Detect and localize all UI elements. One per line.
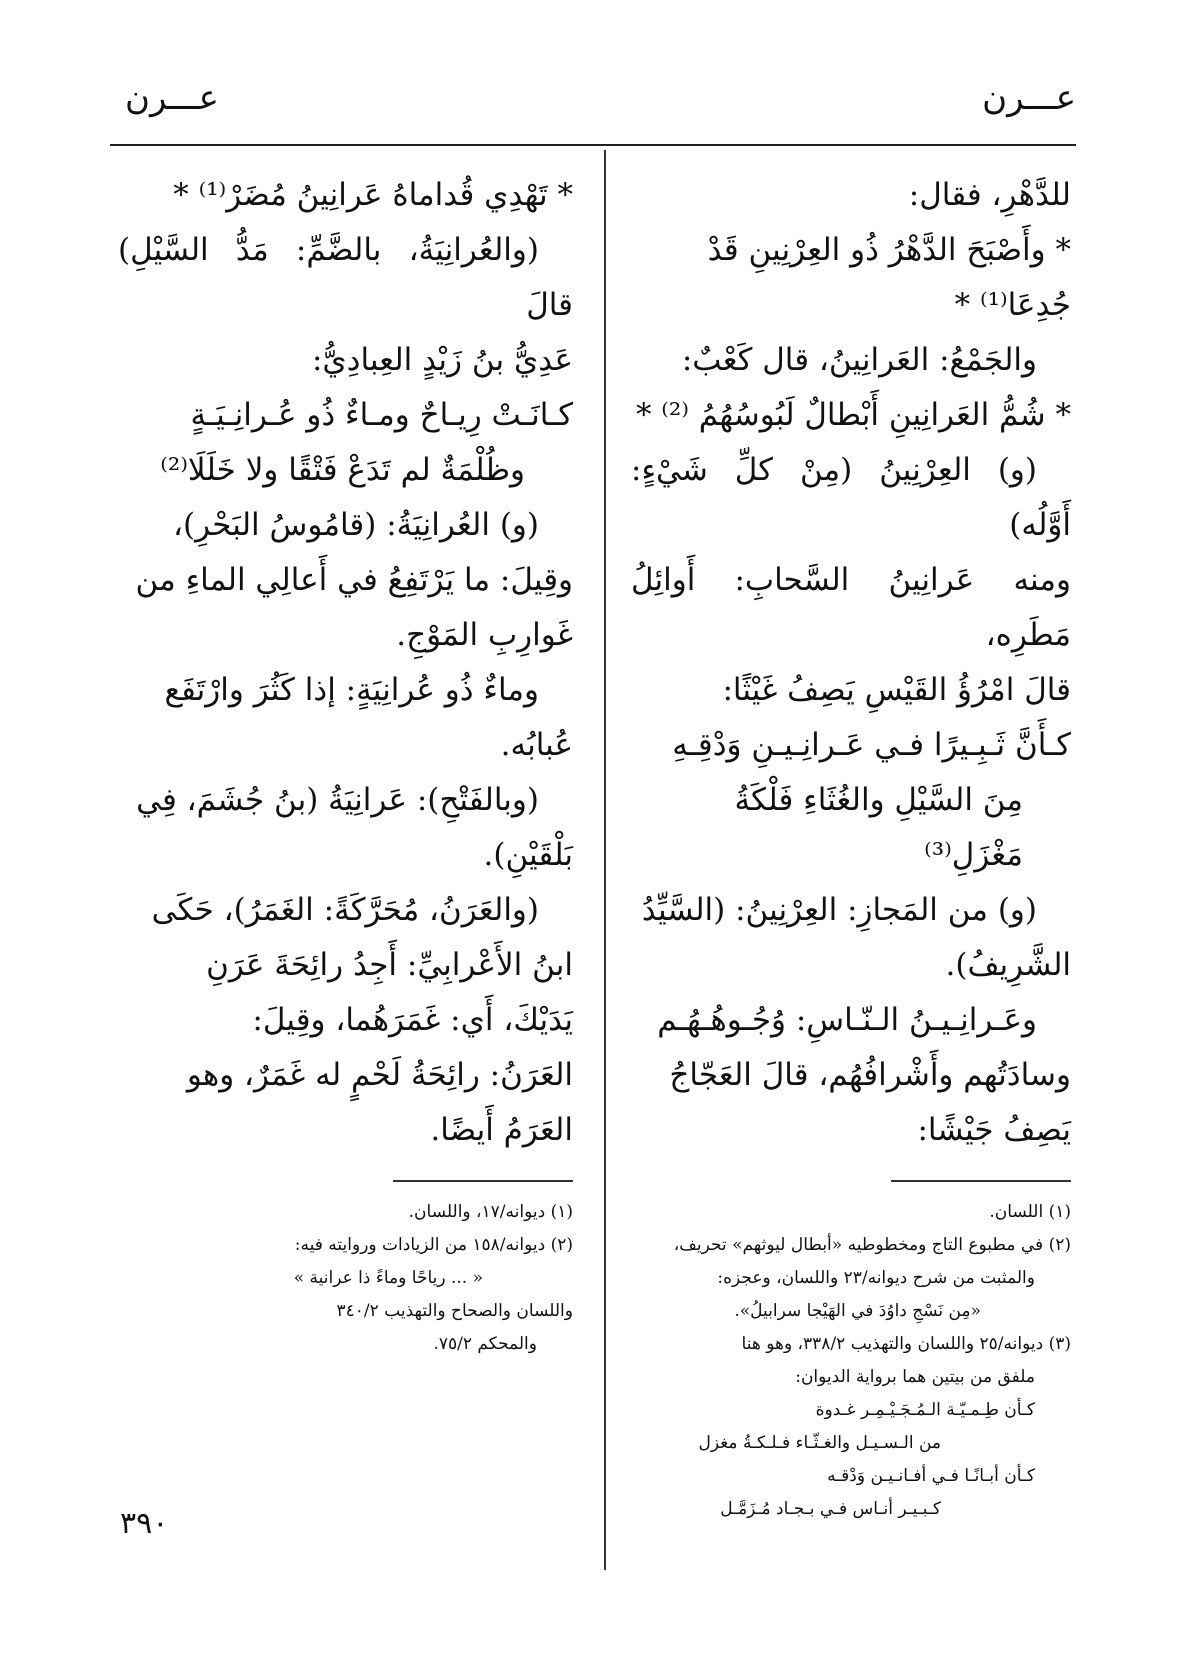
header-right-title: عـــرن [982, 78, 1076, 118]
right-column [631, 168, 1071, 1526]
text-line: وقِيلَ: ما يَرْتَفِعُ في أَعالِي الماءِ من [135, 562, 573, 598]
verse-line: وظُلْمَةٌ لم تَدَعْ فَتْقًا ولا خَلَلَا⁽²⁾ [160, 452, 525, 488]
text-line: يَصِفُ جَيْشًا: [917, 1112, 1071, 1148]
footnote-continuation: والمثبت من شرح ديوانه/٢٣ واللسان، وعجزه: [717, 1268, 1035, 1288]
text-line: (وبالفَتْحِ): عَرانِيَةُ (بنُ جُشَمَ، فِي [136, 782, 539, 818]
left-column [118, 168, 573, 1361]
text-line: (و) من المَجازِ: العِرْنِينُ: (السَّيِّدُ [641, 892, 1037, 928]
footnote-verse: كـأن طِـمـيّـة الـمُـجَـيْـمِـر غـدوة [815, 1400, 1035, 1420]
text-line: بَلْقَيْنِ). [483, 837, 573, 873]
footnote-verse: من الـسـيـل والغـثّـاء فـلـكـةُ مغزل [698, 1433, 941, 1453]
verse-line: * وأَصْبَحَ الدَّهْرُ ذُو العِرْنِينِ قَدْ جُدِعَا⁽¹⁾ * [707, 232, 1071, 323]
text-line: العَرَنُ: رائِحَةُ لَحْمٍ له غَمَرٌ، وهو [186, 1057, 573, 1093]
footnote-continuation: واللسان والصحاح والتهذيب ٣٤٠/٢ [336, 1301, 573, 1321]
text-line: ابنُ الأَعْرابِيِّ: أَجِدُ رائِحَةَ عَرَنِ [206, 947, 573, 983]
footnote: (١) اللسان. [989, 1202, 1071, 1222]
footnote: (٢) ديوانه/١٥٨ من الزيادات وروايته فيه: [294, 1235, 573, 1255]
footnotes [118, 1196, 573, 1361]
footnote-verse: كـأن أبـانًـا فـي أفـانـيـن وَدْقـه [827, 1466, 1035, 1486]
verse-line: * تَهْدِي قُداماهُ عَرانِينُ مُضَرْ⁽¹⁾ * [173, 177, 573, 213]
verse-line: * شُمُّ العَرانِينِ أَبْطالٌ لَبُوسُهُمُ ⁽²⁾ * [635, 397, 1071, 433]
page-number: ٣٩٠ [120, 1506, 169, 1541]
header-left-title: عـــرن [125, 78, 219, 118]
column-divider [604, 150, 606, 1570]
footnote: (٢) في مطبوع التاج ومخطوطيه «أبطال ليوثهم» تحريف، [673, 1235, 1071, 1255]
text-line: عُبابُه. [500, 727, 573, 763]
text-line: للدَّهْرِ، فقال: [908, 177, 1071, 213]
footnote-rule [393, 1180, 573, 1182]
text-line: (والعُرانِيَةُ، بالضَّمِّ: مَدُّ السَّيْلِ) قالَ [118, 232, 573, 323]
footnote-continuation: «مِن نَسْجِ داوُدَ في الهَيْجا سرابيلُ». [734, 1301, 981, 1321]
footnote: (١) ديوانه/١٧، واللسان. [408, 1202, 573, 1222]
footnote-rule [891, 1180, 1071, 1182]
verse-line: مِنَ السَّيْلِ والغُثَاءِ فَلْكَةُ مَغْزَلِ⁽³⁾ [734, 782, 1023, 873]
verse-line: كـأَنَّ ثَـبِـيرًا فـي عَـرانِـيـنِ وَدْقِـهِ [672, 727, 1071, 763]
text-line: غَوارِبِ المَوْجِ. [396, 617, 573, 653]
text-line: وماءٌ ذُو عُرانِيَةٍ: إذا كَثُرَ وارْتَفَع [164, 672, 539, 708]
text-line: قالَ امْرُؤُ القَيْسِ يَصِفُ غَيْثًا: [722, 672, 1071, 708]
text-line: يَدَيْكَ، أَي: غَمَرَهُما، وقِيلَ: [252, 1002, 573, 1038]
text-line: عَدِيُّ بنُ زَيْدٍ العِبادِيُّ: [311, 342, 573, 378]
text-line: وسادَتُهم وأَشْرافُهُم، قالَ العَجّاجُ [669, 1057, 1071, 1093]
text-line: (والعَرَنُ، مُحَرَّكَةً: الغَمَرُ)، حَكَى [151, 892, 539, 928]
footnote-continuation: ملفق من بيتين هما برواية الديوان: [795, 1367, 1035, 1387]
verse-line: كـانَـتْ رِيـاحٌ ومـاءٌ ذُو عُـرانِـيَـةٍ [190, 397, 573, 433]
text-line: العَرَمُ أَيضًا. [430, 1112, 573, 1148]
text-line: (و) العُرانِيَةُ: (قامُوسُ البَحْرِ)، [173, 507, 539, 543]
footnote-verse: « ... رياحًا وماءً ذا عرانية » [293, 1268, 483, 1288]
text-line: ومنه عَرانِينُ السَّحابِ: أَوائِلُ مَطَرِه، [631, 562, 1071, 653]
footnote-continuation: والمحكم ٧٥/٢. [433, 1334, 537, 1354]
footnote: (٣) ديوانه/٢٥ واللسان والتهذيب ٣٣٨/٢، وهو هنا [741, 1334, 1071, 1354]
text-line: وعَـرانِـيـنُ الـنّـاسِ: وُجُـوهُـهُـم [657, 1002, 1037, 1038]
text-line: (و) العِرْنِينُ (مِنْ كلِّ شَيْءٍ: أَوَّلُه) [631, 452, 1071, 543]
text-line: الشَّرِيفُ). [945, 947, 1071, 983]
text-line: والجَمْعُ: العَرانِينُ، قال كَعْبٌ: [681, 342, 1037, 378]
header-rule [110, 144, 1076, 146]
footnote-verse: كـبـيـر أنـاس فـي بـجـاد مُـزَمَّـل [720, 1499, 941, 1519]
footnotes [631, 1196, 1071, 1526]
